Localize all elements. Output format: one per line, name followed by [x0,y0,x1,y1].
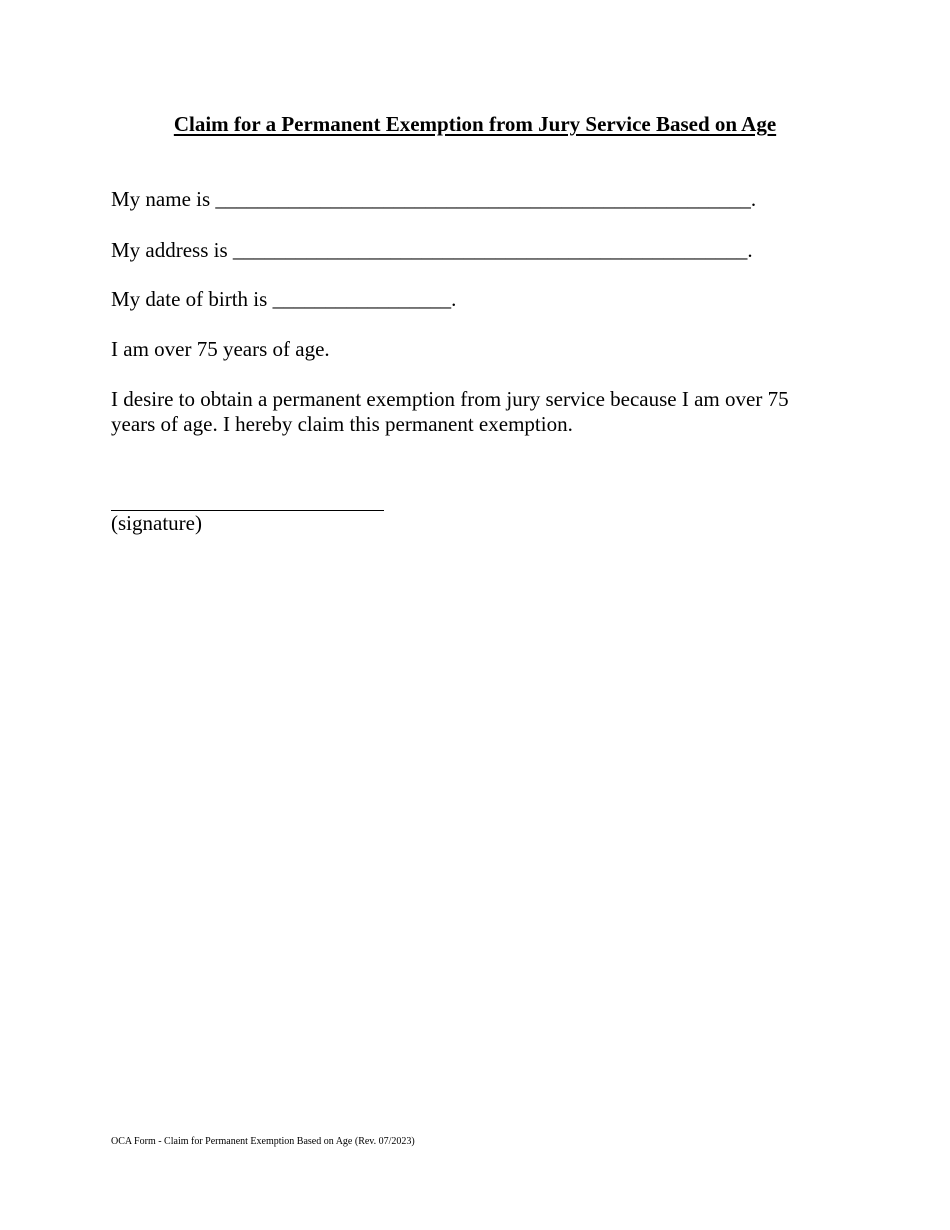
dob-field[interactable]: _________________ [272,287,452,311]
page-title: Claim for a Permanent Exemption from Jury Service Based on Age [173,112,777,136]
name-period: . [750,187,757,211]
claim-paragraph: I desire to obtain a permanent exemption from jury service because I am over 75 years of age. I hereby claim this permanent exemption. [111,387,789,436]
name-label: My name is [111,187,216,211]
name-field[interactable]: ___________________________________________________ [215,187,751,211]
address-field[interactable]: _________________________________________________ [232,238,748,262]
footer: OCA Form - Claim for Permanent Exemption Based on Age (Rev. 07/2023) [111,1136,415,1147]
address-label: My address is [111,238,233,262]
dob-label: My date of birth is [111,287,273,311]
name-line [111,187,756,212]
address-period: . [747,238,753,262]
dob-period: . [451,287,457,311]
dob-line [111,287,456,312]
age-statement: I am over 75 years of age. [111,337,330,361]
signature-label: (signature) [111,511,202,535]
address-line [111,238,753,263]
